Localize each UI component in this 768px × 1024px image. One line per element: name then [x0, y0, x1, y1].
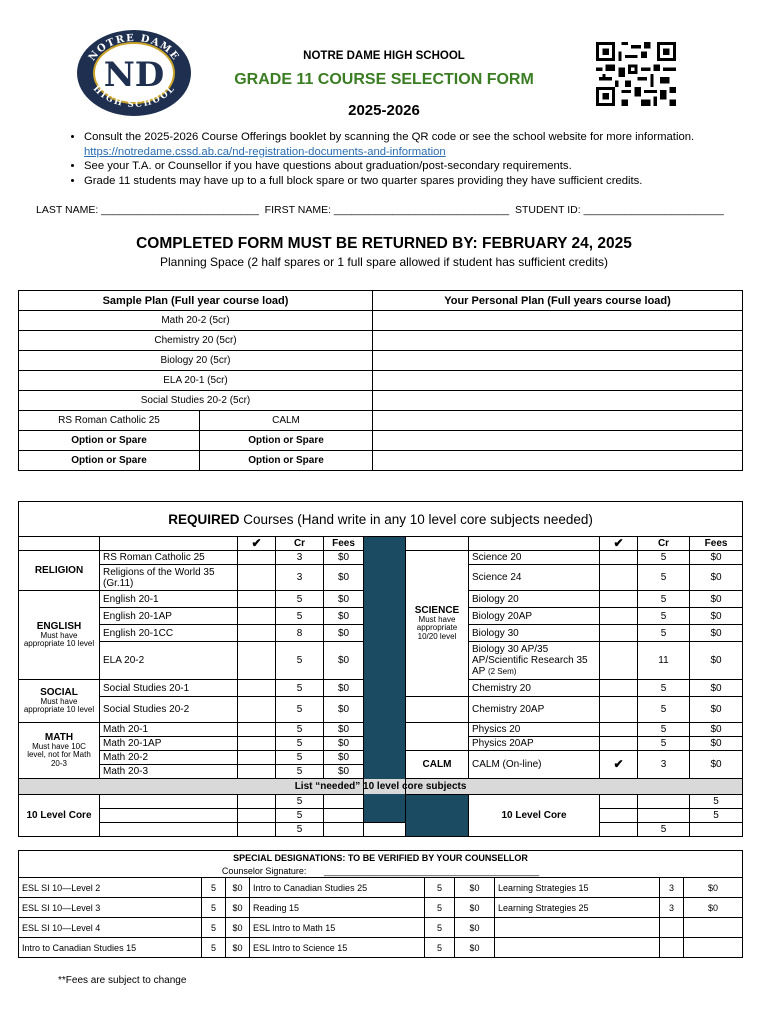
english-label: ENGLISH — [36, 620, 82, 632]
personal-plan-header: Your Personal Plan (Full years course load) — [373, 291, 743, 311]
special-course-credits: 5 — [202, 918, 226, 938]
special-course-credits: 5 — [202, 878, 226, 898]
course-credits: 5 — [638, 680, 690, 697]
course-checkbox[interactable] — [238, 795, 276, 809]
school-name: NOTRE DAME HIGH SCHOOL — [303, 50, 465, 62]
fees-column-header: Fees — [324, 537, 364, 551]
personal-plan-cell[interactable] — [373, 311, 743, 331]
special-course-fee: $0 — [226, 878, 250, 898]
special-course-name: Learning Strategies 25 — [495, 898, 660, 918]
student-id-field[interactable]: STUDENT ID: ________________________ — [514, 204, 724, 216]
social-group-label — [19, 680, 100, 723]
course-checkbox[interactable] — [638, 809, 690, 823]
science-group-tail — [406, 697, 469, 723]
course-fee: $0 — [690, 680, 743, 697]
special-course-credits: 5 — [202, 938, 226, 958]
special-course-name: Intro to Canadian Studies 15 — [19, 938, 202, 958]
special-course-fee: $0 — [226, 898, 250, 918]
course-fee: $0 — [690, 625, 743, 642]
sample-plan-cell: ELA 20-1 (5cr) — [19, 371, 373, 391]
core-fee — [324, 795, 364, 809]
course-fee: $0 — [690, 642, 743, 680]
core-credits: 5 — [276, 795, 324, 809]
sample-plan-cell: Math 20-2 (5cr) — [19, 311, 373, 331]
course-checkbox[interactable] — [238, 680, 276, 697]
deadline-heading: COMPLETED FORM MUST BE RETURNED BY: FEBRUARY 24, 2025 — [136, 235, 632, 252]
course-credits: 5 — [638, 551, 690, 565]
science-note: Must have appropriate 10/20 level — [416, 614, 458, 641]
course-credits: 5 — [276, 608, 324, 625]
course-fee: $0 — [690, 697, 743, 723]
instruction-item: • Grade 11 students may have up to a full block spare or two quarter spares providing they have sufficient credits. — [84, 174, 744, 189]
instruction-item: • See your T.A. or Counsellor if you have questions about graduation/post-secondary requirements. — [84, 159, 744, 174]
course-credits: 5 — [276, 723, 324, 737]
course-fee: $0 — [324, 642, 364, 680]
course-fee: $0 — [690, 737, 743, 751]
divider-bar — [406, 795, 469, 837]
required-title — [19, 502, 743, 537]
sample-plan-cell: Option or Spare — [19, 451, 200, 471]
science-group-label — [406, 551, 469, 697]
course-fee: $0 — [324, 625, 364, 642]
core-subject-input[interactable] — [600, 809, 638, 823]
special-course-credits: 5 — [425, 898, 455, 918]
special-empty-cell — [495, 938, 660, 958]
needed-subjects-banner: List “needed” 10 level core subjects — [19, 779, 743, 795]
last-name-field[interactable]: LAST NAME: ___________________________ — [36, 204, 259, 216]
special-course-name: ESL SI 10—Level 2 — [19, 878, 202, 898]
ten-level-core-label: 10 Level Core — [469, 795, 600, 837]
course-name: Social Studies 20-1 — [100, 680, 238, 697]
course-credits: 5 — [638, 723, 690, 737]
fees-column-header: Fees — [690, 537, 743, 551]
course-credits: 5 — [276, 642, 324, 680]
sample-plan-cell: Chemistry 20 (5cr) — [19, 331, 373, 351]
course-checkbox[interactable] — [238, 697, 276, 723]
course-credits: 5 — [638, 737, 690, 751]
course-name: Science 20 — [469, 551, 600, 565]
special-title: SPECIAL DESIGNATIONS: TO BE VERIFIED BY YOUR COUNSELLOR — [19, 851, 743, 865]
core-subject-input[interactable] — [100, 809, 238, 823]
english-note: Must have appropriate 10 level — [23, 630, 95, 648]
school-year: 2025-2026 — [348, 102, 420, 119]
course-fee: $0 — [690, 723, 743, 737]
course-checkbox[interactable] — [238, 809, 276, 823]
instructions-list — [64, 130, 744, 188]
personal-plan-cell[interactable] — [373, 411, 743, 431]
course-name: Biology 30 — [469, 625, 600, 642]
special-course-name: Reading 15 — [250, 898, 425, 918]
special-course-credits: 5 — [425, 938, 455, 958]
personal-plan-cell[interactable] — [373, 451, 743, 471]
science-group-tail — [406, 723, 469, 737]
course-checkbox[interactable] — [238, 751, 276, 765]
course-fee: $0 — [324, 591, 364, 608]
course-credits: 5 — [276, 751, 324, 765]
personal-plan-cell[interactable] — [373, 351, 743, 371]
special-course-name: ESL Intro to Science 15 — [250, 938, 425, 958]
core-credits: 5 — [638, 823, 690, 837]
special-course-fee: $0 — [226, 938, 250, 958]
course-name: RS Roman Catholic 25 — [100, 551, 238, 565]
special-course-credits: 5 — [202, 898, 226, 918]
course-fee: $0 — [324, 751, 364, 765]
sample-plan-cell: Option or Spare — [200, 451, 373, 471]
social-label: SOCIAL — [40, 686, 78, 698]
logo-bottom-text: HIGH SCHOOL — [90, 83, 178, 110]
course-fee: $0 — [324, 680, 364, 697]
qr-code-icon[interactable] — [596, 42, 676, 106]
course-checkbox[interactable] — [600, 697, 638, 723]
course-checkbox[interactable] — [238, 737, 276, 751]
special-course-credits: 3 — [660, 898, 684, 918]
check-column-header: ✔ — [600, 537, 638, 551]
course-name: CALM (On-line) — [469, 751, 600, 779]
course-name: Chemistry 20 — [469, 680, 600, 697]
core-subject-input[interactable] — [100, 823, 238, 837]
course-name: Religions of the World 35 (Gr.11) — [100, 565, 238, 591]
check-column-header: ✔ — [238, 537, 276, 551]
sample-plan-header: Sample Plan (Full year course load) — [19, 291, 373, 311]
special-empty-cell — [660, 938, 684, 958]
course-name: Math 20-1 — [100, 723, 238, 737]
course-checkbox[interactable] — [238, 823, 276, 837]
course-name: Physics 20 — [469, 723, 600, 737]
course-checkbox[interactable] — [600, 625, 638, 642]
course-name: English 20-1AP — [100, 608, 238, 625]
special-empty-cell — [495, 918, 660, 938]
course-fee: $0 — [324, 765, 364, 779]
special-course-credits: 5 — [425, 878, 455, 898]
course-name: Math 20-1AP — [100, 737, 238, 751]
course-checkbox[interactable] — [600, 642, 638, 680]
core-credits: 5 — [690, 809, 743, 823]
course-name: Chemistry 20AP — [469, 697, 600, 723]
special-course-fee: $0 — [684, 878, 743, 898]
course-checkbox[interactable] — [600, 551, 638, 565]
course-credits: 5 — [276, 591, 324, 608]
core-credits: 5 — [276, 823, 324, 837]
course-name: Math 20-2 — [100, 751, 238, 765]
special-course-name: ESL SI 10—Level 3 — [19, 898, 202, 918]
special-course-credits: 3 — [660, 878, 684, 898]
planning-table — [18, 290, 743, 471]
course-checkbox[interactable] — [238, 591, 276, 608]
course-name: Math 20-3 — [100, 765, 238, 779]
course-checkbox[interactable] — [238, 608, 276, 625]
course-checkbox[interactable] — [638, 795, 690, 809]
course-name — [469, 642, 600, 680]
required-title-bold: REQUIRED — [168, 511, 240, 527]
course-name: Biology 20 — [469, 591, 600, 608]
course-fee: $0 — [324, 723, 364, 737]
personal-plan-cell[interactable] — [373, 391, 743, 411]
course-credits: 5 — [276, 697, 324, 723]
core-subject-input[interactable] — [600, 795, 638, 809]
science-label: SCIENCE — [414, 604, 460, 616]
form-title: GRADE 11 COURSE SELECTION FORM — [234, 71, 534, 88]
calm-group-label: CALM — [406, 751, 469, 779]
course-fee: $0 — [690, 751, 743, 779]
course-checkbox[interactable] — [600, 823, 638, 837]
counselor-signature[interactable] — [19, 864, 743, 878]
ten-level-core-label: 10 Level Core — [19, 795, 100, 837]
personal-plan-cell[interactable] — [373, 371, 743, 391]
instruction-item — [84, 130, 744, 159]
course-checkbox[interactable] — [600, 608, 638, 625]
special-empty-cell — [660, 918, 684, 938]
course-checkbox[interactable] — [600, 591, 638, 608]
personal-plan-cell[interactable] — [373, 331, 743, 351]
social-note: Must have appropriate 10 level — [23, 696, 95, 714]
course-fee: $0 — [690, 565, 743, 591]
special-empty-cell — [684, 918, 743, 938]
course-credits: 5 — [638, 565, 690, 591]
course-checkbox[interactable] — [238, 551, 276, 565]
core-subject-input[interactable] — [364, 823, 406, 837]
core-fee — [690, 823, 743, 837]
course-checkbox[interactable] — [238, 642, 276, 680]
special-course-name: Intro to Canadian Studies 25 — [250, 878, 425, 898]
course-credits: 3 — [276, 565, 324, 591]
special-designations-table — [18, 850, 743, 958]
course-credits: 5 — [638, 591, 690, 608]
course-fee: $0 — [324, 737, 364, 751]
course-fee: $0 — [324, 565, 364, 591]
logo-monogram: ND — [103, 55, 165, 95]
sample-plan-cell: Option or Spare — [200, 431, 373, 451]
course-fee: $0 — [690, 608, 743, 625]
special-course-fee: $0 — [455, 898, 495, 918]
personal-plan-cell[interactable] — [373, 431, 743, 451]
course-credits: 5 — [638, 625, 690, 642]
core-credits: 5 — [276, 809, 324, 823]
special-course-name: ESL SI 10—Level 4 — [19, 918, 202, 938]
course-name: English 20-1 — [100, 591, 238, 608]
religion-group-label: RELIGION — [19, 551, 100, 591]
core-fee — [324, 823, 364, 837]
course-credits: 3 — [638, 751, 690, 779]
course-name: Biology 20AP — [469, 608, 600, 625]
special-course-fee: $0 — [684, 898, 743, 918]
course-credits: 5 — [276, 737, 324, 751]
course-credits: 5 — [638, 697, 690, 723]
planning-note: Planning Space (2 half spares or 1 full spare allowed if student has sufficient credits) — [159, 255, 609, 269]
science-group-tail — [406, 737, 469, 751]
required-courses-table — [18, 501, 743, 837]
course-name-note: (2 Sem) — [487, 667, 517, 676]
course-credits: 8 — [276, 625, 324, 642]
course-credits: 3 — [276, 551, 324, 565]
special-course-fee: $0 — [455, 938, 495, 958]
course-name: English 20-1CC — [100, 625, 238, 642]
special-course-credits: 5 — [425, 918, 455, 938]
course-checkbox[interactable] — [600, 565, 638, 591]
math-label: MATH — [44, 731, 74, 743]
course-name: Science 24 — [469, 565, 600, 591]
credits-column-header: Cr — [276, 537, 324, 551]
sample-plan-cell: Biology 20 (5cr) — [19, 351, 373, 371]
course-fee: $0 — [690, 591, 743, 608]
course-checkbox[interactable] — [238, 765, 276, 779]
logo-top-text: NOTRE DAME — [86, 32, 182, 64]
student-info-row — [36, 204, 724, 216]
course-checkbox[interactable] — [600, 737, 638, 751]
registration-link[interactable]: https://notredame.cssd.ab.ca/nd-registration-documents-and-information — [84, 145, 446, 158]
course-checkbox[interactable] — [238, 625, 276, 642]
required-title-rest: Courses (Hand write in any 10 level core subjects needed) — [239, 511, 593, 527]
special-empty-cell — [684, 938, 743, 958]
signature-line[interactable]: ___________________________________________ — [323, 865, 540, 876]
course-fee: $0 — [324, 551, 364, 565]
fees-footnote: **Fees are subject to change — [58, 975, 187, 986]
math-note: Must have 10C level, not for Math 20-3 — [27, 741, 91, 768]
special-course-fee: $0 — [455, 878, 495, 898]
special-course-name: Learning Strategies 15 — [495, 878, 660, 898]
signature-label: Counselor Signature: — [221, 865, 307, 876]
instruction-text: Consult the 2025-2026 Course Offerings booklet by scanning the QR code or see the school website for more information. — [84, 131, 695, 143]
course-fee: $0 — [324, 608, 364, 625]
credits-column-header: Cr — [638, 537, 690, 551]
course-credits: 11 — [638, 642, 690, 680]
special-course-fee: $0 — [455, 918, 495, 938]
course-name: Social Studies 20-2 — [100, 697, 238, 723]
course-name-text: Biology 30 AP/35 AP/Scientific Research 35 AP — [472, 644, 588, 677]
course-name: ELA 20-2 — [100, 642, 238, 680]
course-credits: 5 — [276, 680, 324, 697]
course-checkbox-checked[interactable]: ✔ — [600, 751, 638, 779]
special-course-name: ESL Intro to Math 15 — [250, 918, 425, 938]
course-name: Physics 20AP — [469, 737, 600, 751]
course-checkbox[interactable] — [600, 680, 638, 697]
sample-plan-cell: Social Studies 20-2 (5cr) — [19, 391, 373, 411]
core-credits: 5 — [690, 795, 743, 809]
course-credits: 5 — [638, 608, 690, 625]
special-course-fee: $0 — [226, 918, 250, 938]
course-checkbox[interactable] — [238, 723, 276, 737]
math-group-label — [19, 723, 100, 779]
course-fee: $0 — [690, 551, 743, 565]
course-checkbox[interactable] — [238, 565, 276, 591]
sample-plan-cell: Option or Spare — [19, 431, 200, 451]
course-credits: 5 — [276, 765, 324, 779]
core-subject-input[interactable] — [100, 795, 238, 809]
sample-plan-cell: CALM — [200, 411, 373, 431]
english-group-label — [19, 591, 100, 680]
course-fee: $0 — [324, 697, 364, 723]
first-name-field[interactable]: FIRST NAME: ______________________________ — [264, 204, 510, 216]
core-fee — [324, 809, 364, 823]
course-checkbox[interactable] — [600, 723, 638, 737]
sample-plan-cell: RS Roman Catholic 25 — [19, 411, 200, 431]
